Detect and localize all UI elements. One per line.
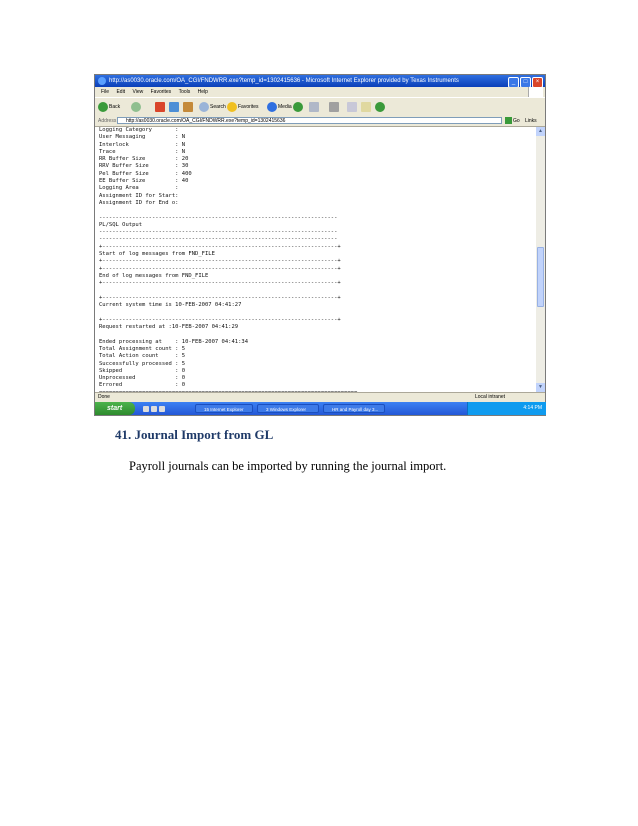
address-bar <box>95 116 545 127</box>
scroll-thumb[interactable] <box>537 247 544 307</box>
history-button[interactable] <box>293 101 304 113</box>
mail-button[interactable] <box>309 101 320 113</box>
messenger-button[interactable] <box>375 101 386 113</box>
search-icon <box>199 102 209 112</box>
toolbar <box>95 97 545 117</box>
taskbar-item-ie[interactable]: 15 Internet Explorer <box>195 404 253 413</box>
quick-launch-icon[interactable] <box>159 406 165 412</box>
section-heading: 41. Journal Import from GL <box>115 427 274 442</box>
star-icon <box>227 102 237 112</box>
vertical-scrollbar[interactable] <box>536 127 545 392</box>
quick-launch-icon[interactable] <box>143 406 149 412</box>
taskbar-item-explorer[interactable]: 3 Windows Explorer <box>257 404 319 413</box>
taskbar-item-document[interactable]: HR and Payroll day 3... <box>323 404 385 413</box>
discuss-icon <box>361 102 371 112</box>
edit-icon <box>347 102 357 112</box>
address-label: Address <box>98 118 117 124</box>
print-icon <box>329 102 339 112</box>
messenger-icon <box>375 102 385 112</box>
mail-icon <box>309 102 319 112</box>
discuss-button[interactable] <box>361 101 372 113</box>
edit-button[interactable] <box>347 101 358 113</box>
favorites-button[interactable]: Favorites <box>227 101 259 113</box>
report-text: Logging Category : User Messaging : N Interlock : N Trace : N RR Buffer Size : 20 RRV Buffer Size : 30 Pel Buffer Size : 400 EE Buffer Size : 40 Logging Area : Assignment ID for Start: Assignment ID for End o: ------------------------------------------------------------------------ PL/SQL Output ------------------------------------------------------------------------ ------------------------------------------------------------------------ +-----------------------------------------------------------------------+ Start of log messages from FND_FILE +-----------------------------------------------------------------------+ +-----------------------------------------------------------------------+ End of log messages from FND_FILE +-----------------------------------------------------------------------+ +-----------------------------------------------------------------------+ Current system time is 10-FEB-2007 04:41:27 +-----------------------------------------------------------------------+ Request restarted at :10-FEB-2007 04:41:29 Ended processing at : 10-FEB-2007 04:41:34 Total Assignment count : 5 Total Action count : 5 Successfully processed : 5 Skipped : 0 Unprocessed : 0 Errored : 0 <box>99 127 341 389</box>
system-tray <box>467 402 546 415</box>
menu-edit[interactable]: Edit <box>116 89 126 95</box>
home-icon <box>183 102 193 112</box>
start-button[interactable]: start <box>95 402 135 415</box>
address-input[interactable]: http://as0030.oracle.com/OA_CGI/FNDWRR.exe?temp_id=1302415636 <box>117 117 502 124</box>
forward-button[interactable] <box>131 101 142 113</box>
clock: 4:14 PM <box>523 405 542 411</box>
status-bar <box>95 392 545 402</box>
windows-logo-icon <box>528 87 543 97</box>
back-arrow-icon <box>98 102 108 112</box>
report-output <box>95 127 536 392</box>
media-button[interactable]: Media <box>267 101 292 113</box>
quick-launch-icon[interactable] <box>151 406 157 412</box>
quick-launch <box>143 405 167 418</box>
status-text: Done <box>98 394 110 400</box>
ie-logo-icon <box>98 77 106 85</box>
media-icon <box>267 102 277 112</box>
taskbar <box>95 402 545 415</box>
menu-favorites[interactable]: Favorites <box>150 89 172 95</box>
security-zone: Local intranet <box>475 394 506 400</box>
go-button[interactable]: Go <box>505 117 520 125</box>
scroll-up-icon[interactable]: ▲ <box>536 127 545 136</box>
minimize-icon[interactable]: _ <box>508 77 519 88</box>
refresh-button[interactable] <box>169 101 180 113</box>
stop-icon <box>155 102 165 112</box>
back-button[interactable]: Back <box>98 101 120 113</box>
maximize-icon[interactable]: □ <box>520 77 531 88</box>
menu-view[interactable]: View <box>132 89 144 95</box>
home-button[interactable] <box>183 101 194 113</box>
scroll-down-icon[interactable]: ▼ <box>536 383 545 392</box>
links-button[interactable]: Links <box>525 118 537 124</box>
go-arrow-icon <box>505 117 512 124</box>
print-button[interactable] <box>329 101 340 113</box>
title-bar <box>95 75 545 87</box>
forward-arrow-icon <box>131 102 141 112</box>
menu-file[interactable]: File <box>101 89 110 95</box>
menu-bar <box>95 87 545 97</box>
search-button[interactable]: Search <box>199 101 226 113</box>
menu-tools[interactable]: Tools <box>178 89 191 95</box>
window-title: http://as0030.oracle.com/OA_CGI/FNDWRR.exe?temp_id=1302415636 - Microsoft Internet Explorer provided by Texas Instruments <box>109 78 459 84</box>
refresh-icon <box>169 102 179 112</box>
history-icon <box>293 102 303 112</box>
close-icon[interactable]: × <box>532 77 543 88</box>
browser-screenshot <box>94 74 546 416</box>
body-paragraph: Payroll journals can be imported by running the journal import. <box>129 459 447 473</box>
stop-button[interactable] <box>155 101 166 113</box>
menu-help[interactable]: Help <box>197 89 208 95</box>
